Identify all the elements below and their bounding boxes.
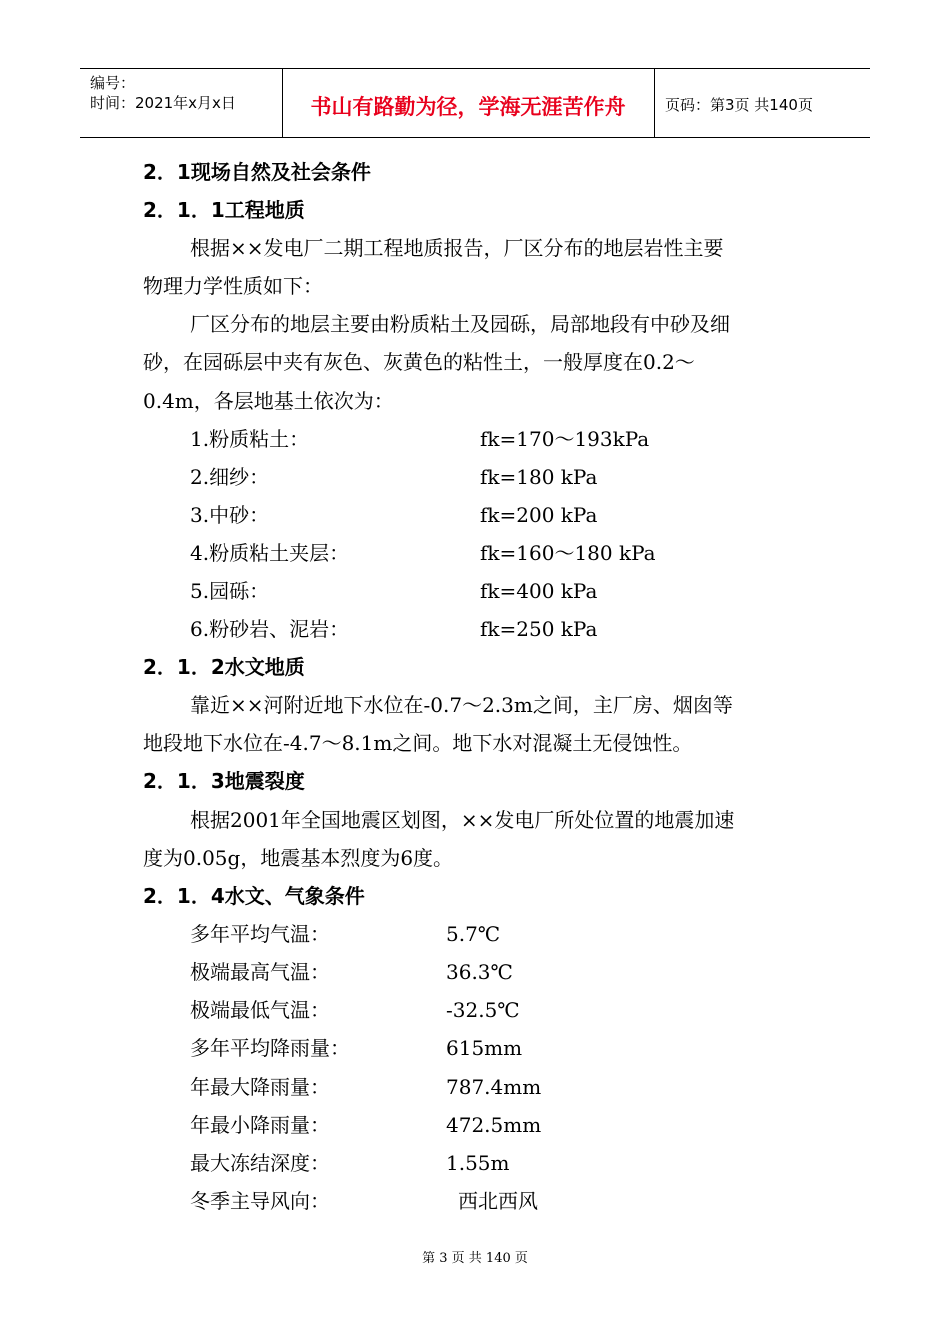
layer-name: 5.园砾： — [190, 579, 270, 603]
layer-value: fk=250 kPa — [480, 617, 598, 641]
layer-name: 1.粉质粘土： — [190, 427, 310, 451]
layer-name: 4.粉质粘土夹层： — [190, 541, 350, 565]
climate-value: 472.5mm — [446, 1113, 542, 1137]
climate-value: -32.5℃ — [446, 998, 520, 1022]
page-footer: 第 3 页 共 140 页 — [422, 1251, 528, 1266]
layer-value: fk=160～180 kPa — [480, 541, 656, 565]
paragraph-line: 靠近××河附近地下水位在-0.7～2.3m之间，主厂房、烟囱等 — [190, 693, 733, 717]
time-label: 时间：2021年x月x日 — [90, 94, 236, 112]
climate-name: 年最小降雨量： — [190, 1113, 330, 1137]
climate-name: 极端最低气温： — [190, 998, 330, 1022]
paragraph-line: 根据××发电厂二期工程地质报告，厂区分布的地层岩性主要 — [190, 236, 724, 260]
page-info: 页码：第3页 共140页 — [665, 96, 813, 114]
climate-name: 多年平均降雨量： — [190, 1036, 350, 1060]
layer-name: 2.细纱： — [190, 465, 270, 489]
climate-value: 1.55m — [446, 1151, 510, 1175]
layer-value: fk=200 kPa — [480, 503, 598, 527]
heading-2-1-3: 2．1．3地震裂度 — [143, 769, 305, 793]
heading-2-1-2: 2．1．2水文地质 — [143, 655, 305, 679]
motto-text: 书山有路勤为径，学海无涯苦作舟 — [310, 95, 626, 119]
climate-value: 787.4mm — [446, 1075, 542, 1099]
heading-2-1: 2．1现场自然及社会条件 — [143, 160, 371, 184]
paragraph-line: 厂区分布的地层主要由粉质粘土及园砾，局部地段有中砂及细 — [190, 312, 730, 336]
heading-2-1-4: 2．1．4水文、气象条件 — [143, 884, 365, 908]
layer-name: 3.中砂： — [190, 503, 270, 527]
paragraph-line: 根据2001年全国地震区划图，××发电厂所处位置的地震加速 — [190, 808, 735, 832]
climate-value: 615mm — [446, 1036, 523, 1060]
climate-name: 极端最高气温： — [190, 960, 330, 984]
paragraph-line: 度为0.05g，地震基本烈度为6度。 — [143, 846, 454, 870]
header-page-cell — [655, 69, 870, 137]
paragraph-line: 地段地下水位在-4.7～8.1m之间。地下水对混凝土无侵蚀性。 — [143, 731, 693, 755]
layer-name: 6.粉砂岩、泥岩： — [190, 617, 350, 641]
climate-value: 5.7℃ — [446, 922, 501, 946]
climate-name: 多年平均气温： — [190, 922, 330, 946]
climate-value: 西北西风 — [458, 1189, 538, 1213]
heading-2-1-1: 2．1．1工程地质 — [143, 198, 305, 222]
paragraph-line: 物理力学性质如下： — [143, 274, 323, 298]
climate-value: 36.3℃ — [446, 960, 513, 984]
layer-value: fk=180 kPa — [480, 465, 598, 489]
paragraph-line: 0.4m，各层地基土依次为： — [143, 389, 394, 413]
header-meta-cell — [80, 69, 283, 137]
document-header — [80, 68, 870, 138]
layer-value: fk=170～193kPa — [480, 427, 650, 451]
number-label: 编号： — [90, 74, 136, 92]
header-motto-cell — [282, 69, 655, 137]
climate-name: 年最大降雨量： — [190, 1075, 330, 1099]
climate-name: 冬季主导风向： — [190, 1189, 330, 1213]
climate-name: 最大冻结深度： — [190, 1151, 330, 1175]
layer-value: fk=400 kPa — [480, 579, 598, 603]
paragraph-line: 砂，在园砾层中夹有灰色、灰黄色的粘性土，一般厚度在0.2～ — [143, 350, 695, 374]
